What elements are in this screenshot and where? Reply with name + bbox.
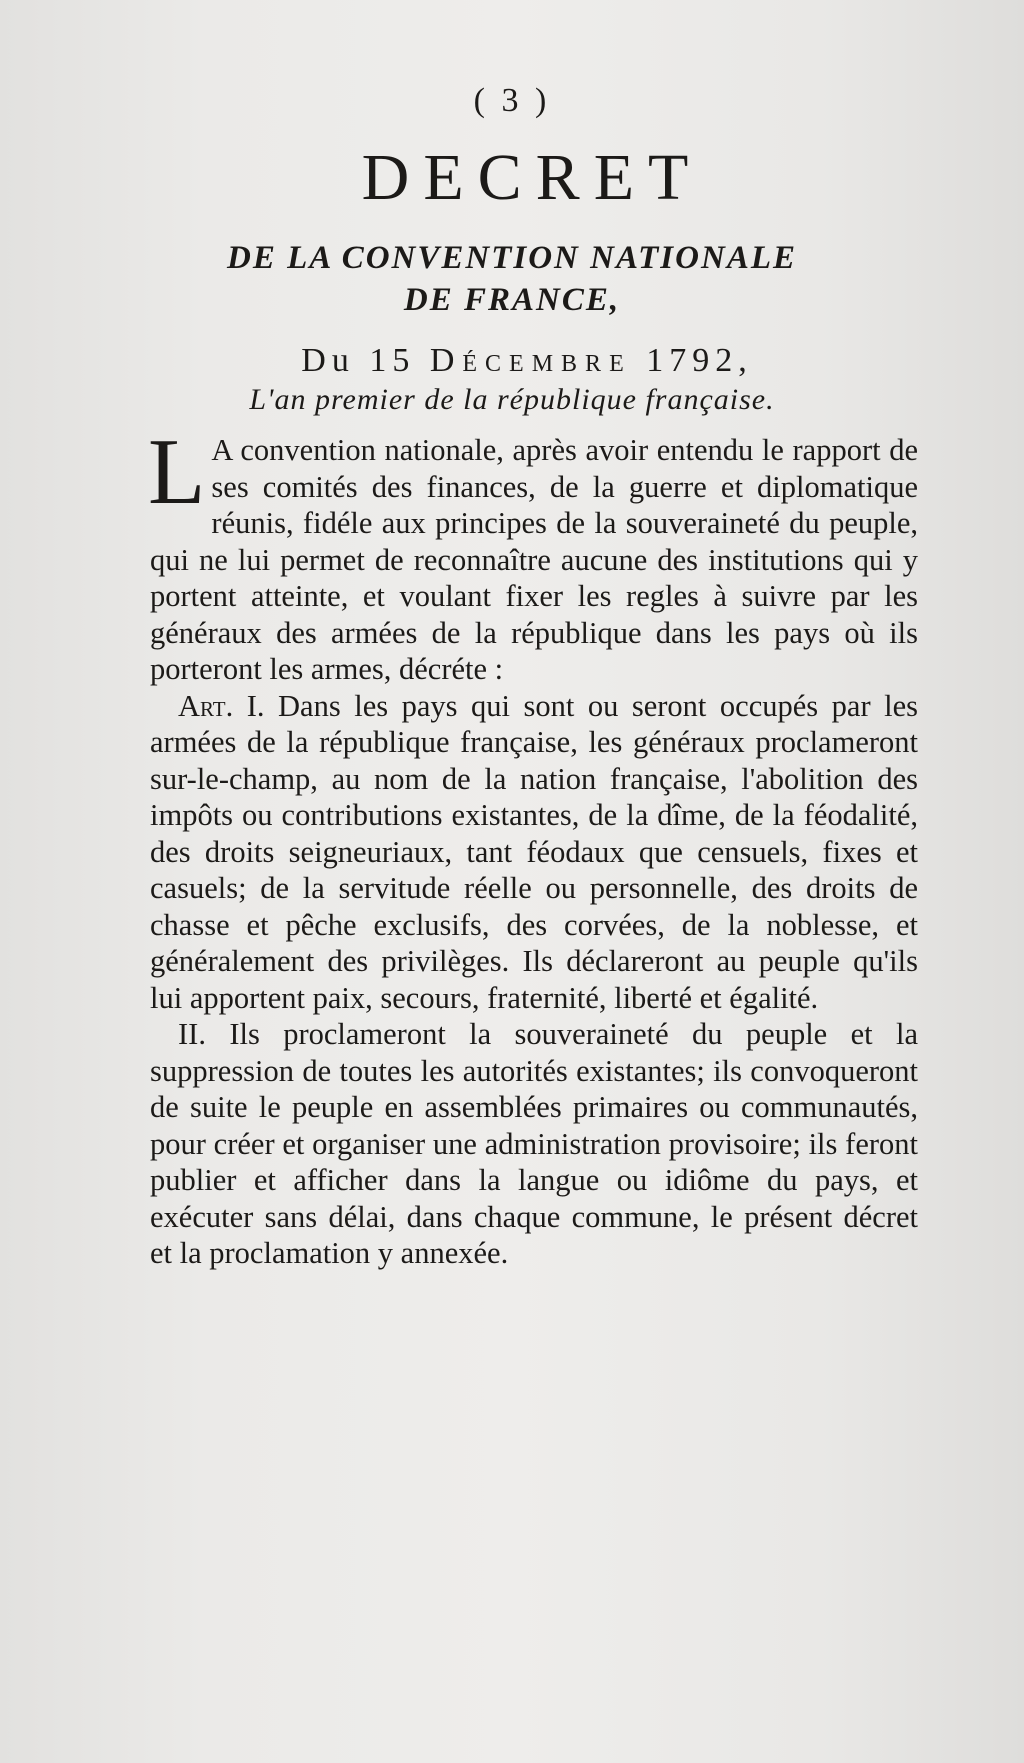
article-1-text: Dans les pays qui sont ou seront occupés par les armées de la république française, les généraux proclameront sur-le-champ, au nom de la nation française, l'abolition des impôts ou contributions existantes, de la dîme, de la féodalité, des droits seigneuriaux, tant féodaux que censuels, fixes et casuels; de la servitude réelle ou personnelle, des droits de chasse et pêche exclusifs, des corvées, de la noblesse, et généralement des privilèges. Ils déclareront au peuple qu'ils lui apportent paix, secours, fraternité, liberté et égalité. xyxy=(150,688,918,1015)
article-2-paragraph xyxy=(150,1016,918,1272)
republic-year: L'an premier de la république française. xyxy=(249,383,775,416)
decree-body xyxy=(148,420,918,1272)
article-2-text: Ils proclameront la souveraineté du peuple et la suppression de toutes les autorités existantes; ils convoqueront de suite le peuple en assemblées primaires ou communautés, pour créer et organiser une administration provisoire; ils feront publier et afficher dans la langue ou idiôme du pays, et exécuter sans délai, dans chaque commune, le présent décret et la proclamation y annexée. xyxy=(150,1017,918,1270)
date-prefix: Du 15 xyxy=(301,342,416,379)
article-2-label: II. xyxy=(178,1017,206,1051)
article-1-paragraph xyxy=(150,688,918,1017)
article-1-label: Art. I. xyxy=(178,688,265,723)
subtitle-line-2: DE FRANCE, xyxy=(403,282,621,318)
decree-date xyxy=(0,342,1024,380)
drop-cap: L xyxy=(148,420,206,524)
date-year: 1792, xyxy=(646,342,753,379)
preamble-paragraph xyxy=(148,420,918,688)
date-month: Décembre xyxy=(429,342,632,379)
subtitle-line-1: DE LA CONVENTION NATIONALE xyxy=(227,240,797,276)
page-number: ( 3 ) xyxy=(473,82,551,119)
decree-title: DECRET xyxy=(361,141,703,214)
preamble-text: A convention nationale, après avoir entendu le rapport de ses comités des finances, de la guerre et diplomatique réunis, fidéle aux principes de la souveraineté du peuple, qui ne lui permet de reconnaître aucune des institutions qui y portent atteinte, et voulant fixer les regles à suivre par les généraux des armées de la république dans les pays où ils porteront les armes, décréte : xyxy=(150,433,918,686)
